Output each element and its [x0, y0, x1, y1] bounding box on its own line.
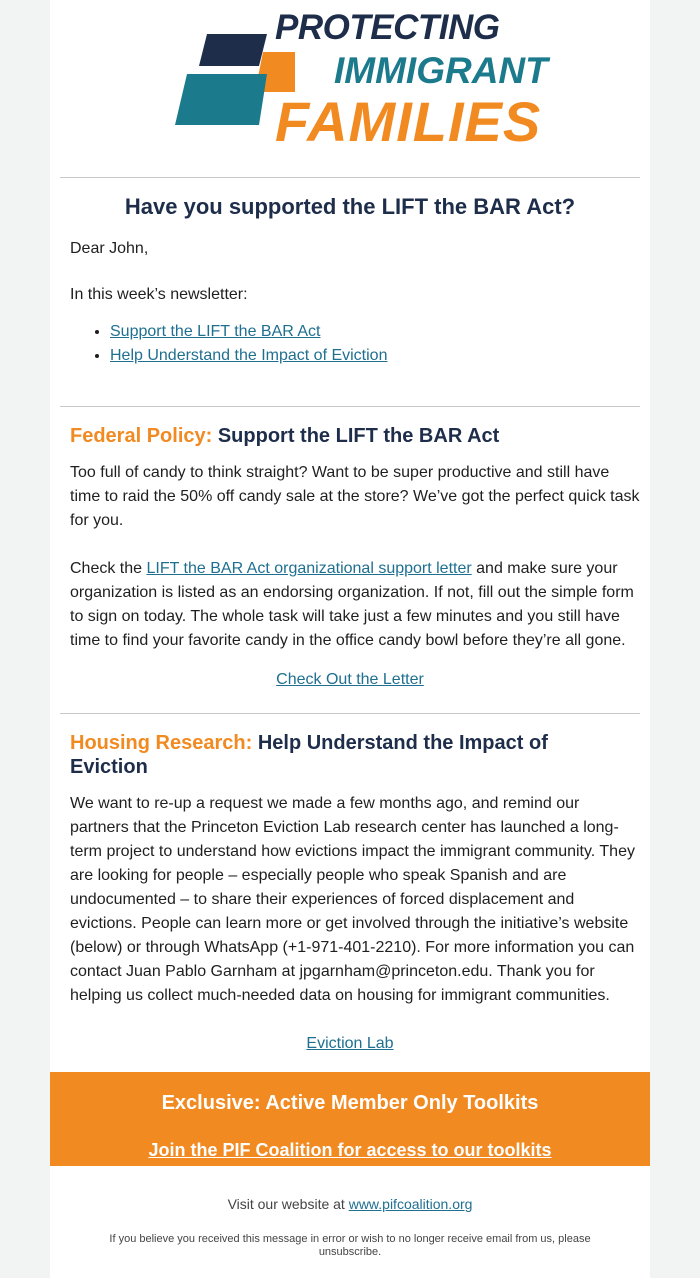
section-paragraph: We want to re-up a request we made a few months ago, and remind our partners that the Princeton Eviction Lab research center has launched a long-term project to understand how evictions impact the immigrant community. They are looking for people – especially people who speak Spanish and are undocumented – to share their experiences of forced displacement and evictions. People can learn more or get involved through the initiative’s website (below) or through WhatsApp (+1-971-401-2210). For more information you can contact Juan Pablo Garnham at jpgarnham@princeton.edu. Thank you for helping us collect much-needed data on housing for immigrant communities.	[70, 795, 635, 1004]
email-body	[50, 0, 650, 1278]
paragraph-text: Check the	[70, 560, 147, 577]
divider	[60, 713, 640, 714]
newsletter-lead: In this week’s newsletter:	[70, 286, 248, 303]
website-link[interactable]: www.pifcoalition.org	[348, 1196, 473, 1212]
section-heading-federal-policy	[70, 424, 590, 448]
banner-title: Exclusive: Active Member Only Toolkits	[161, 1092, 539, 1114]
logo-line-immigrant: IMMIGRANT	[334, 50, 548, 91]
section-title: Support the LIFT the BAR Act	[217, 425, 500, 447]
pif-logo	[50, 0, 650, 170]
paragraph-text: and make sure your organization is listed as an endorsing organization. If not, fill out the simple form to sign on today. The whole task will take just a few minutes and you still have time to find your favorite candy in the office candy bowl before they’re all gone.	[70, 560, 634, 649]
eviction-lab-link[interactable]: Eviction Lab	[306, 1035, 394, 1052]
newsletter-heading: Have you supported the LIFT the BAR Act?	[124, 194, 576, 219]
support-letter-link[interactable]: LIFT the BAR Act organizational support letter	[146, 560, 472, 577]
footer-visit-text: Visit our website at	[227, 1196, 349, 1212]
toc-item	[110, 344, 387, 368]
section-paragraph	[70, 557, 640, 653]
footer-visit	[50, 1196, 650, 1212]
join-coalition-link[interactable]: Join the PIF Coalition for access to our toolkits	[148, 1140, 552, 1160]
section-category: Federal Policy:	[70, 425, 213, 447]
cta-container	[50, 668, 650, 692]
toc-link-lift-bar[interactable]: Support the LIFT the BAR Act	[110, 323, 321, 340]
toc-item	[110, 320, 387, 344]
divider	[60, 177, 640, 178]
logo-line-protecting: PROTECTING	[275, 8, 500, 47]
check-out-letter-link[interactable]: Check Out the Letter	[276, 671, 424, 688]
cta-container	[50, 1032, 650, 1056]
toc-link-eviction[interactable]: Help Understand the Impact of Eviction	[110, 347, 388, 364]
section-paragraph: Too full of candy to think straight? Want to be super productive and still have time to raid the 50% off candy sale at the store? We’ve got the perfect quick task for you.	[70, 464, 640, 529]
member-toolkit-banner	[50, 1072, 650, 1166]
section-category: Housing Research:	[70, 732, 253, 754]
section-title: Help Understand the Impact of Eviction	[70, 732, 548, 778]
section-heading-housing-research	[70, 731, 590, 779]
logo-line-families: FAMILIES	[275, 90, 542, 153]
divider	[60, 406, 640, 407]
table-of-contents	[70, 320, 387, 368]
greeting: Dear John,	[70, 240, 149, 257]
footer-disclaimer: If you believe you received this message in error or wish to no longer receive email from us, please unsubscribe.	[109, 1233, 591, 1258]
